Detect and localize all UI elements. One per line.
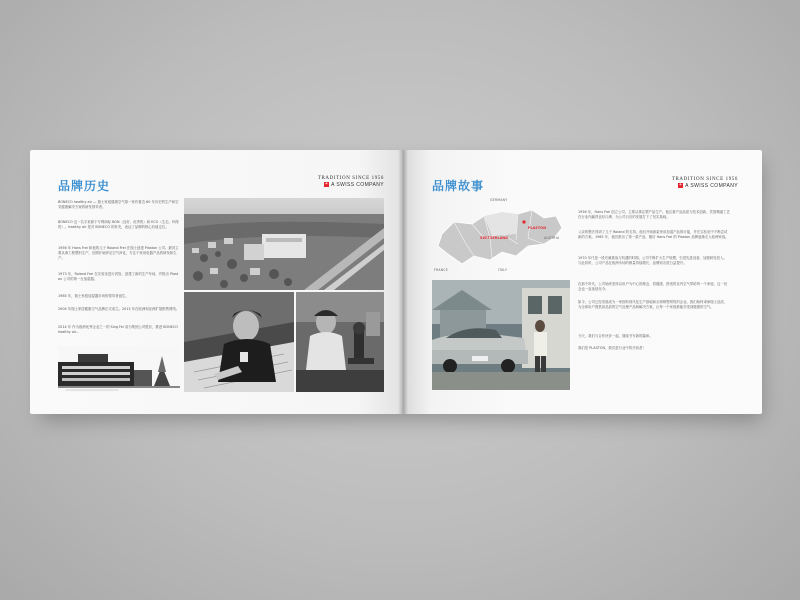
left-paragraph: 2004 年瑞士家居健康空气品牌正式成立。2013 年在欧洲和亚洲扩展销售网络。: [58, 307, 180, 311]
aerial-factory-photo: [184, 198, 384, 290]
right-brand-tradition: TRADITION SINCE 1956: [671, 177, 738, 182]
left-page: [30, 150, 402, 414]
left-paragraph: BONECO 这一名字来源于专利商标 BON（良好、优秀的）和 ECO（生态、环保的）。healthy air 是对 BONECO 的补充，表达了品牌的核心价值定位。: [58, 220, 179, 230]
right-page-heading: 品牌故事: [432, 179, 485, 193]
left-paragraph: 2014 年 作为欧洲优秀企业之一的 Sing Fei 成为集团公司股东，推进 BONECO healthy air...: [58, 325, 178, 335]
left-brand-mark: [318, 176, 384, 188]
swiss-flag-icon: +: [678, 182, 683, 189]
book-spine: [398, 150, 408, 414]
left-brand-swiss-row: [318, 182, 384, 188]
left-paragraph: 1956 年 Hans Frei 和他的儿子 Roland Frei 在瑞士创建 Plaston 公司。最初主要从事工程塑料生产，后期开始涉足空气净化，专注于家用电器产品的研发和生产。: [58, 246, 179, 261]
right-brand-swiss-row: [672, 183, 738, 189]
right-paragraph: 1970 年代是一段充满挑战与机遇的时期。公司不断扩大生产规模，引进先进设备，加强研发投入。与此同时，公司产品在欧洲市场的销量持续增长，品牌知名度日益提升。: [578, 256, 727, 266]
right-paragraph: 在那个时代，公司始终坚持以用户为中心的理念，将健康、舒适的室内空气带给每一个家庭，这一信念也一直延续至今。: [578, 282, 728, 292]
factory-sketch-image: [58, 346, 180, 392]
right-brand-swiss: A SWISS COMPANY: [685, 183, 738, 189]
workshop-photo: [184, 292, 294, 392]
left-paragraph: BONECO healthy air — 瑞士家庭健康空气第一家有着近 60 年历史的生产和空気健康解决方案的研发领导者。: [58, 200, 179, 210]
right-paragraph: 1956 年，Hans Frei 创立公司，主要从事注塑产品生产。他注重产品品质与技术创新，凭借精湛工艺在行业内赢得良好口碑，为公司日后的发展打下了坚实基础。: [578, 210, 730, 220]
left-paragraph: 1985 年，瑞士家庭加湿器市场的领导者诞生。: [58, 294, 129, 298]
left-page-heading: 品牌历史: [58, 179, 111, 193]
vintage-car-photo: [432, 280, 570, 390]
switzerland-map: [432, 194, 568, 276]
swiss-flag-icon: +: [324, 181, 329, 188]
map-label-italy: ITALY: [498, 268, 508, 272]
right-page: [402, 150, 762, 414]
left-brand-tradition: TRADITION SINCE 1956: [317, 176, 384, 181]
map-label-austria: AUSTRIA: [544, 236, 560, 240]
right-paragraph: 我们是 PLASTON，我们是行业中的开拓者！: [578, 346, 646, 350]
right-paragraph: 今天，我们与合作伙伴一起，继续书写新的篇章。: [578, 334, 653, 338]
laboratory-photo: [296, 292, 384, 392]
left-paragraph: 1973 年，Roland Frei 在实验室进行试验，创建了新的生产车间，并推出 Plaston 公司的第一台加湿器。: [58, 272, 179, 282]
right-paragraph: 父亲的想法得到了儿子 Roland 的支持，他们开始探索家用加湿产品的可能，并在实验室中不断尝试新的方案。1965 年，他们推出了第一款产品，随后 Hans Frei 的 Plaston 品牌逐渐走入欧洲家庭。: [578, 230, 729, 240]
map-label-switzerland: SWITZERLAND: [480, 236, 509, 240]
map-label-plaston: PLASTON: [528, 226, 547, 230]
right-brand-mark: [672, 177, 738, 189]
map-label-france: FRANCE: [434, 268, 448, 272]
left-brand-swiss: A SWISS COMPANY: [331, 182, 384, 188]
map-label-germany: GERMANY: [490, 198, 508, 202]
right-paragraph: 如今，公司已经发展成为一家拥有现代化生产基地和全球销售网络的企业。我们始终秉承瑞士品质，为全球用户提供高品质的空气处理产品和解决方案，让每一个家庭都能享受到健康的空气。: [578, 300, 728, 310]
